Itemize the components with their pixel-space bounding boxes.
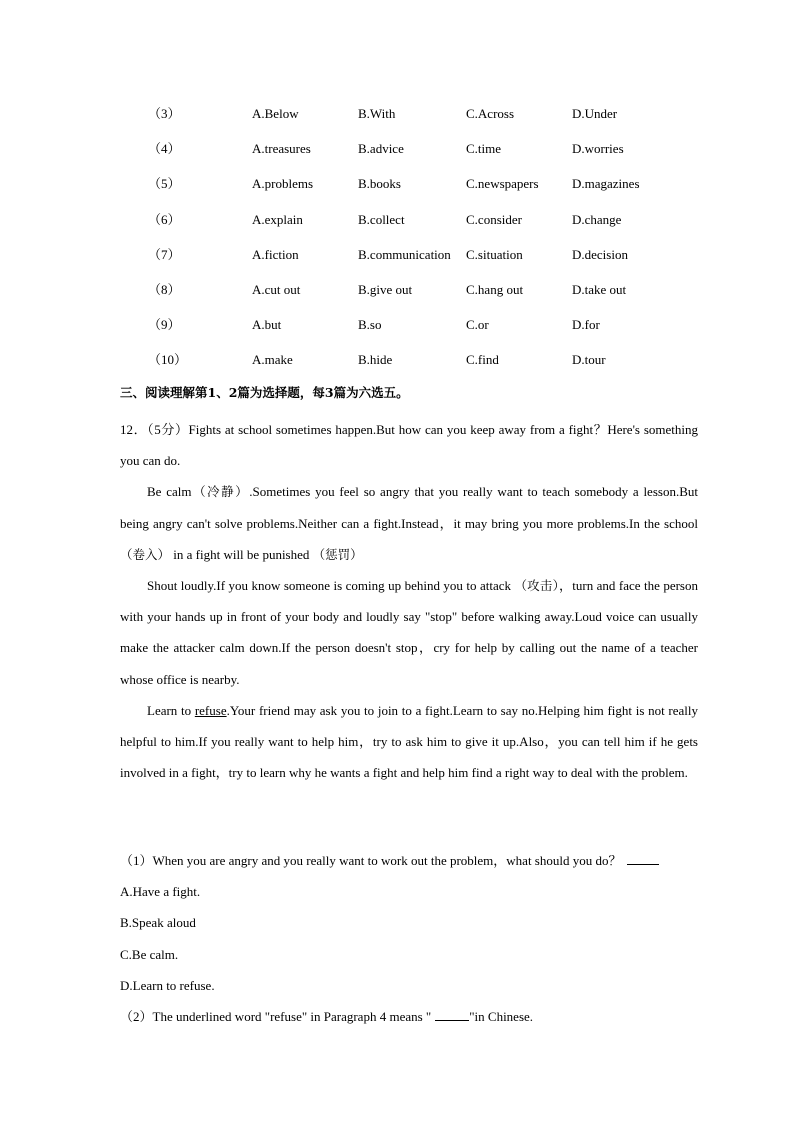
option-c: C.find <box>466 352 499 368</box>
option-c: C.newspapers <box>466 176 539 192</box>
option-row-5 <box>148 173 708 208</box>
question-text: （2）The underlined word "refuse" in Paragraph 4 means " <box>120 1008 432 1024</box>
question-number: （10） <box>148 352 188 368</box>
chinese-gloss: （惩罚） <box>312 546 363 562</box>
intro-text: Fights at school sometimes happen.But how can you keep away from a fight？Here's something you can do. <box>120 422 698 469</box>
question-number: （4） <box>148 141 181 157</box>
option-c: C.hang out <box>466 281 524 297</box>
para-text: Shout loudly.If you know someone is coming up behind you to attack <box>147 578 515 594</box>
option-c: C.time <box>466 141 502 157</box>
para-text: .Your friend may ask you to join to a fight.Learn to say no.Helping him fight is not really helpful to him.If you really want to help him，try to ask him to give it up.Also，you can tell him if he gets involved in a fight，try to learn why he wants a fight and help him find a right way to deal with the problem. <box>120 702 698 781</box>
option-a-line: A.Have a fight. <box>120 884 201 900</box>
option-b: B.communication <box>358 246 451 262</box>
option-row-10 <box>148 349 708 384</box>
question-text: （1）When you are angry and you really want to work out the problem，what should you do？ <box>120 853 622 868</box>
option-a: A.fiction <box>252 246 299 262</box>
passage-paragraph-4 <box>120 695 698 789</box>
option-d: D.change <box>572 211 622 227</box>
passage-intro <box>120 414 698 476</box>
option-b: B.books <box>358 176 401 192</box>
chinese-gloss: （冷静） <box>191 484 250 500</box>
option-row-8 <box>148 279 708 314</box>
option-b: B.hide <box>358 352 393 368</box>
section-heading: 三、阅读理解第1、2篇为选择题，每3篇为六选五。 <box>120 385 409 400</box>
options-table <box>148 103 708 385</box>
question-2 <box>120 1004 698 1035</box>
questions <box>120 848 698 1035</box>
option-d: D.tour <box>572 352 606 368</box>
option-a: A.Below <box>252 106 299 121</box>
option-a: A.explain <box>252 211 303 227</box>
option-row-9 <box>148 314 708 349</box>
option-d: D.magazines <box>572 176 640 192</box>
option-row-7 <box>148 244 708 279</box>
para-text: Be calm <box>147 484 192 500</box>
option-row-6 <box>148 209 708 244</box>
chinese-gloss: （卷入） <box>120 546 171 562</box>
option-b-line: B.Speak aloud <box>120 915 196 931</box>
option-b: B.advice <box>358 141 404 157</box>
option-row-4 <box>148 138 708 173</box>
option-a: A.but <box>252 317 282 333</box>
para-text: Learn to <box>147 702 195 718</box>
option-c-line: C.Be calm. <box>120 946 179 962</box>
option-d: D.worries <box>572 141 624 157</box>
option-b: B.give out <box>358 281 413 297</box>
passage-paragraph-3 <box>120 570 698 695</box>
option-d-line: D.Learn to refuse. <box>120 977 215 993</box>
answer-blank[interactable] <box>627 850 659 865</box>
option-b: B.collect <box>358 211 405 227</box>
question-number: （6） <box>148 211 181 227</box>
option-c: C.situation <box>466 246 523 262</box>
option-b: B.With <box>358 106 396 121</box>
para-text: .Sometimes you feel so angry that you really want to teach somebody a lesson.But being angry can't solve problems.Neither can a fight.Instead，it may bring you more problems.In the school <box>120 484 698 531</box>
option-row-3 <box>148 103 708 138</box>
question-number: （5） <box>148 176 181 192</box>
passage-paragraph-2 <box>120 476 698 570</box>
option-a: A.problems <box>252 176 314 192</box>
question-number: 12．（5分） <box>120 422 189 437</box>
option-b: B.so <box>358 317 382 333</box>
option-d: D.Under <box>572 106 618 121</box>
reading-passage <box>120 414 698 788</box>
question-number: （7） <box>148 246 181 262</box>
option-d: D.decision <box>572 246 628 262</box>
option-d: D.take out <box>572 281 627 297</box>
underlined-word: refuse <box>194 702 227 718</box>
question-1 <box>120 848 698 879</box>
option-c: C.or <box>466 317 489 333</box>
para-text: ，turn and face the person with your hands up in front of your body and loudly say "stop" before walking away.Loud voice can usually make the attacker calm down.If the person doesn't stop，cry for help by calling out the name of a teacher whose office is nearby. <box>120 578 698 687</box>
option-a: A.cut out <box>252 281 301 297</box>
para-text: in a fight will be punished <box>170 546 313 562</box>
question-text: "in Chinese. <box>469 1008 534 1024</box>
question-number: （8） <box>148 281 181 297</box>
question-number: （9） <box>148 317 181 333</box>
option-c: C.Across <box>466 106 515 121</box>
option-a: A.make <box>252 352 293 368</box>
option-d: D.for <box>572 317 600 333</box>
answer-blank[interactable] <box>435 1006 469 1021</box>
chinese-gloss: （攻击） <box>514 578 560 594</box>
option-a: A.treasures <box>252 141 311 157</box>
question-number: （3） <box>148 106 181 121</box>
option-c: C.consider <box>466 211 522 227</box>
